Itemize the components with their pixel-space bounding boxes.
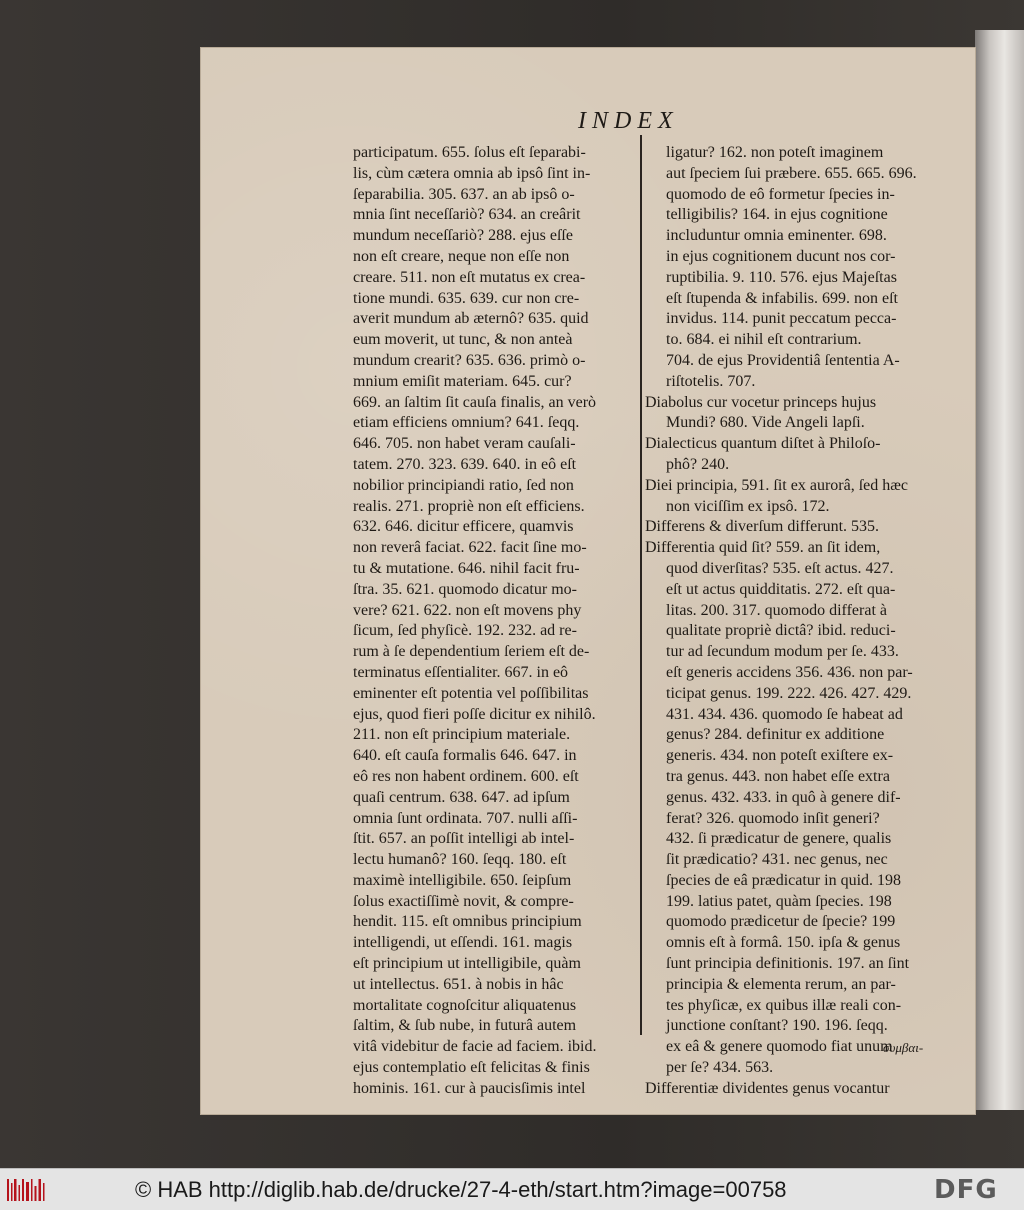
index-line: hominis. 161. cur à paucisſimis intel bbox=[353, 1079, 586, 1097]
index-line: lectu humanô? 160. ſeqq. 180. eſt bbox=[353, 851, 567, 869]
index-line: 199. latius patet, quàm ſpecies. 198 bbox=[666, 892, 892, 910]
index-line: rum à ſe dependentium ſeriem eſt de- bbox=[353, 643, 590, 661]
index-line: hendit. 115. eſt omnibus principium bbox=[353, 913, 582, 931]
index-line: terminatus eſſentialiter. 667. in eô bbox=[353, 663, 569, 681]
index-line: creare. 511. non eſt mutatus ex crea- bbox=[353, 268, 586, 286]
index-line: tur ad ſecundum modum per ſe. 433. bbox=[666, 643, 899, 661]
index-line: 432. ſi prædicatur de genere, qualis bbox=[666, 830, 892, 848]
index-line: qualitate propriè dictâ? ibid. reduci- bbox=[666, 622, 896, 640]
index-line: non eſt creare, neque non eſſe non bbox=[353, 247, 570, 265]
index-line: ticipat genus. 199. 222. 426. 427. 429. bbox=[666, 684, 912, 702]
index-line: eum moverit, ut tunc, & non anteà bbox=[353, 331, 573, 349]
index-line: omnia ſunt ordinata. 707. nulli aſſi- bbox=[353, 809, 578, 827]
index-line: nobilior principiandi ratio, ſed non bbox=[353, 476, 574, 494]
index-entry-head: Differentiæ dividentes genus vocantur bbox=[645, 1079, 890, 1097]
index-line: ſaltim, & ſub nube, in futurâ autem bbox=[353, 1017, 577, 1035]
index-line: eſt ut actus quidditatis. 272. eſt qua- bbox=[666, 580, 896, 598]
index-line: eminenter eſt potentia vel poſſibilitas bbox=[353, 684, 589, 702]
index-line: non reverâ faciat. 622. facit ſine mo- bbox=[353, 539, 587, 557]
catchword: συμβαι- bbox=[883, 1040, 924, 1055]
index-entry-head: Diei principia, 591. ſit ex aurorâ, ſed hæc bbox=[645, 476, 909, 494]
index-line: genus? 284. definitur ex additione bbox=[666, 726, 885, 744]
index-line: eô res non habent ordinem. 600. eſt bbox=[353, 767, 579, 785]
index-line: ſeparabilia. 305. 637. an ab ipsô o- bbox=[353, 185, 575, 203]
index-line: averit mundum ab æternô? 635. quid bbox=[353, 310, 589, 328]
index-line: in ejus cognitionem ducunt nos cor- bbox=[666, 247, 896, 265]
index-line: intelligendi, ut eſſendi. 161. magis bbox=[353, 934, 573, 952]
index-line: 632. 646. dicitur efficere, quamvis bbox=[353, 518, 574, 536]
index-line: vitâ videbitur de facie ad faciem. ibid. bbox=[353, 1038, 597, 1056]
index-line: phô? 240. bbox=[666, 455, 730, 473]
index-line: tu & mutatione. 646. nihil facit fru- bbox=[353, 559, 580, 577]
index-line: invidus. 114. punit peccatum pecca- bbox=[666, 310, 897, 328]
index-line: ruptibilia. 9. 110. 576. ejus Majeſtas bbox=[666, 268, 897, 286]
index-line: tra genus. 443. non habet eſſe extra bbox=[666, 767, 890, 785]
index-line: tes phyſicæ, ex quibus illæ reali con- bbox=[666, 996, 902, 1014]
column-divider bbox=[640, 135, 642, 1035]
index-line: non viciſſim ex ipsô. 172. bbox=[666, 497, 830, 515]
viewer-footer bbox=[0, 1168, 1024, 1210]
index-line: ſolus exactiſſimè novit, & compre- bbox=[353, 892, 574, 910]
index-entry-head: Diabolus cur vocetur princeps hujus bbox=[645, 393, 877, 411]
barcode-logo-icon bbox=[6, 1177, 46, 1203]
index-line: mnium emiſit materiam. 645. cur? bbox=[353, 372, 572, 390]
index-line: 431. 434. 436. quomodo ſe habeat ad bbox=[666, 705, 903, 723]
index-line: tatem. 270. 323. 639. 640. in eô eſt bbox=[353, 455, 577, 473]
index-line: riſtotelis. 707. bbox=[666, 372, 756, 390]
index-line: telligibilis? 164. in ejus cognitione bbox=[666, 206, 888, 224]
dfg-logo: DFG bbox=[934, 1175, 998, 1205]
index-line: eſt principium ut intelligibile, quàm bbox=[353, 955, 581, 973]
index-line: ſtra. 35. 621. quomodo dicatur mo- bbox=[353, 580, 577, 598]
index-line: quomodo de eô formetur ſpecies in- bbox=[666, 185, 895, 203]
index-line: ut intellectus. 651. à nobis in hâc bbox=[353, 975, 564, 993]
index-line: genus. 432. 433. in quô à genere dif- bbox=[666, 788, 901, 806]
index-line: 646. 705. non habet veram cauſali- bbox=[353, 435, 576, 453]
index-line: ſicum, ſed phyſicè. 192. 232. ad re- bbox=[353, 622, 577, 640]
index-line: lis, cùm cætera omnia ab ipsô ſint in- bbox=[353, 164, 591, 182]
index-line: omnis eſt à formâ. 150. ipſa & genus bbox=[666, 934, 901, 952]
index-entry-head: Dialecticus quantum diſtet à Philoſo- bbox=[645, 435, 881, 453]
left-column bbox=[353, 143, 637, 1097]
index-line: ex eâ & genere quomodo fiat unum bbox=[666, 1038, 893, 1056]
index-line: principia & elementa rerum, an par- bbox=[666, 975, 896, 993]
index-line: mundum neceſſariò? 288. ejus eſſe bbox=[353, 227, 573, 245]
index-line: ligatur? 162. non poteſt imaginem bbox=[666, 144, 884, 161]
index-line: aut ſpeciem ſui præbere. 655. 665. 696. bbox=[666, 164, 917, 182]
index-line: ſunt principia definitionis. 197. an ſint bbox=[666, 955, 910, 973]
index-line: ferat? 326. quomodo inſit generi? bbox=[666, 809, 880, 827]
adjacent-page-edge bbox=[975, 30, 1024, 1110]
index-line: etiam efficiens omnium? 641. ſeqq. bbox=[353, 414, 580, 432]
index-line: junctione conſtant? 190. 196. ſeqq. bbox=[666, 1017, 888, 1035]
index-line: mundum crearit? 635. 636. primò o- bbox=[353, 351, 586, 369]
index-line: 669. an ſaltim ſit cauſa finalis, an verò bbox=[353, 393, 597, 411]
index-line: ſtit. 657. an poſſit intelligi ab intel- bbox=[353, 830, 575, 848]
index-line: quaſi centrum. 638. 647. ad ipſum bbox=[353, 788, 570, 806]
index-line: per ſe? 434. 563. bbox=[666, 1059, 774, 1077]
index-line: generis. 434. non poteſt exiſtere ex- bbox=[666, 747, 894, 765]
index-line: participatum. 655. ſolus eſt ſeparabi- bbox=[353, 144, 586, 161]
index-line: quod diverſitas? 535. eſt actus. 427. bbox=[666, 559, 894, 577]
index-line: includuntur omnia eminenter. 698. bbox=[666, 227, 887, 245]
index-line: Mundi? 680. Vide Angeli lapſi. bbox=[666, 414, 865, 432]
index-line: realis. 271. propriè non eſt efficiens. bbox=[353, 497, 585, 515]
copyright-url[interactable]: © HAB http://diglib.hab.de/drucke/27-4-eth/start.htm?image=00758 bbox=[135, 1177, 787, 1202]
index-line: maximè intelligibile. 650. ſeipſum bbox=[353, 871, 572, 889]
index-line: ejus contemplatio eſt felicitas & finis bbox=[353, 1059, 590, 1077]
index-line: litas. 200. 317. quomodo differat à bbox=[666, 601, 887, 619]
running-head: INDEX bbox=[578, 108, 679, 134]
index-line: eſt ſtupenda & infabilis. 699. non eſt bbox=[666, 289, 898, 307]
index-line: mortalitate cognoſcitur aliquatenus bbox=[353, 996, 577, 1014]
index-line: ſit prædicatio? 431. nec genus, nec bbox=[666, 851, 888, 869]
index-line: quomodo prædicetur de ſpecie? 199 bbox=[666, 913, 896, 931]
index-line: 640. eſt cauſa formalis 646. 647. in bbox=[353, 747, 577, 765]
index-line: 211. non eſt principium materiale. bbox=[353, 726, 571, 744]
index-line: ſpecies de eâ prædicatur in quid. 198 bbox=[666, 871, 902, 889]
index-line: vere? 621. 622. non eſt movens phy bbox=[353, 601, 582, 619]
index-line: mnia ſint neceſſariò? 634. an creârit bbox=[353, 206, 581, 224]
index-line: to. 684. ei nihil eſt contrarium. bbox=[666, 331, 862, 349]
index-entry-head: Differens & diverſum differunt. 535. bbox=[645, 518, 880, 536]
index-entry-head: Differentia quid ſit? 559. an ſit idem, bbox=[645, 539, 881, 557]
index-line: eſt generis accidens 356. 436. non par- bbox=[666, 663, 913, 681]
index-line: tione mundi. 635. 639. cur non cre- bbox=[353, 289, 580, 307]
index-line: ejus, quod fieri poſſe dicitur ex nihilô. bbox=[353, 705, 596, 723]
index-line: 704. de ejus Providentiâ ſententia A- bbox=[666, 351, 900, 369]
